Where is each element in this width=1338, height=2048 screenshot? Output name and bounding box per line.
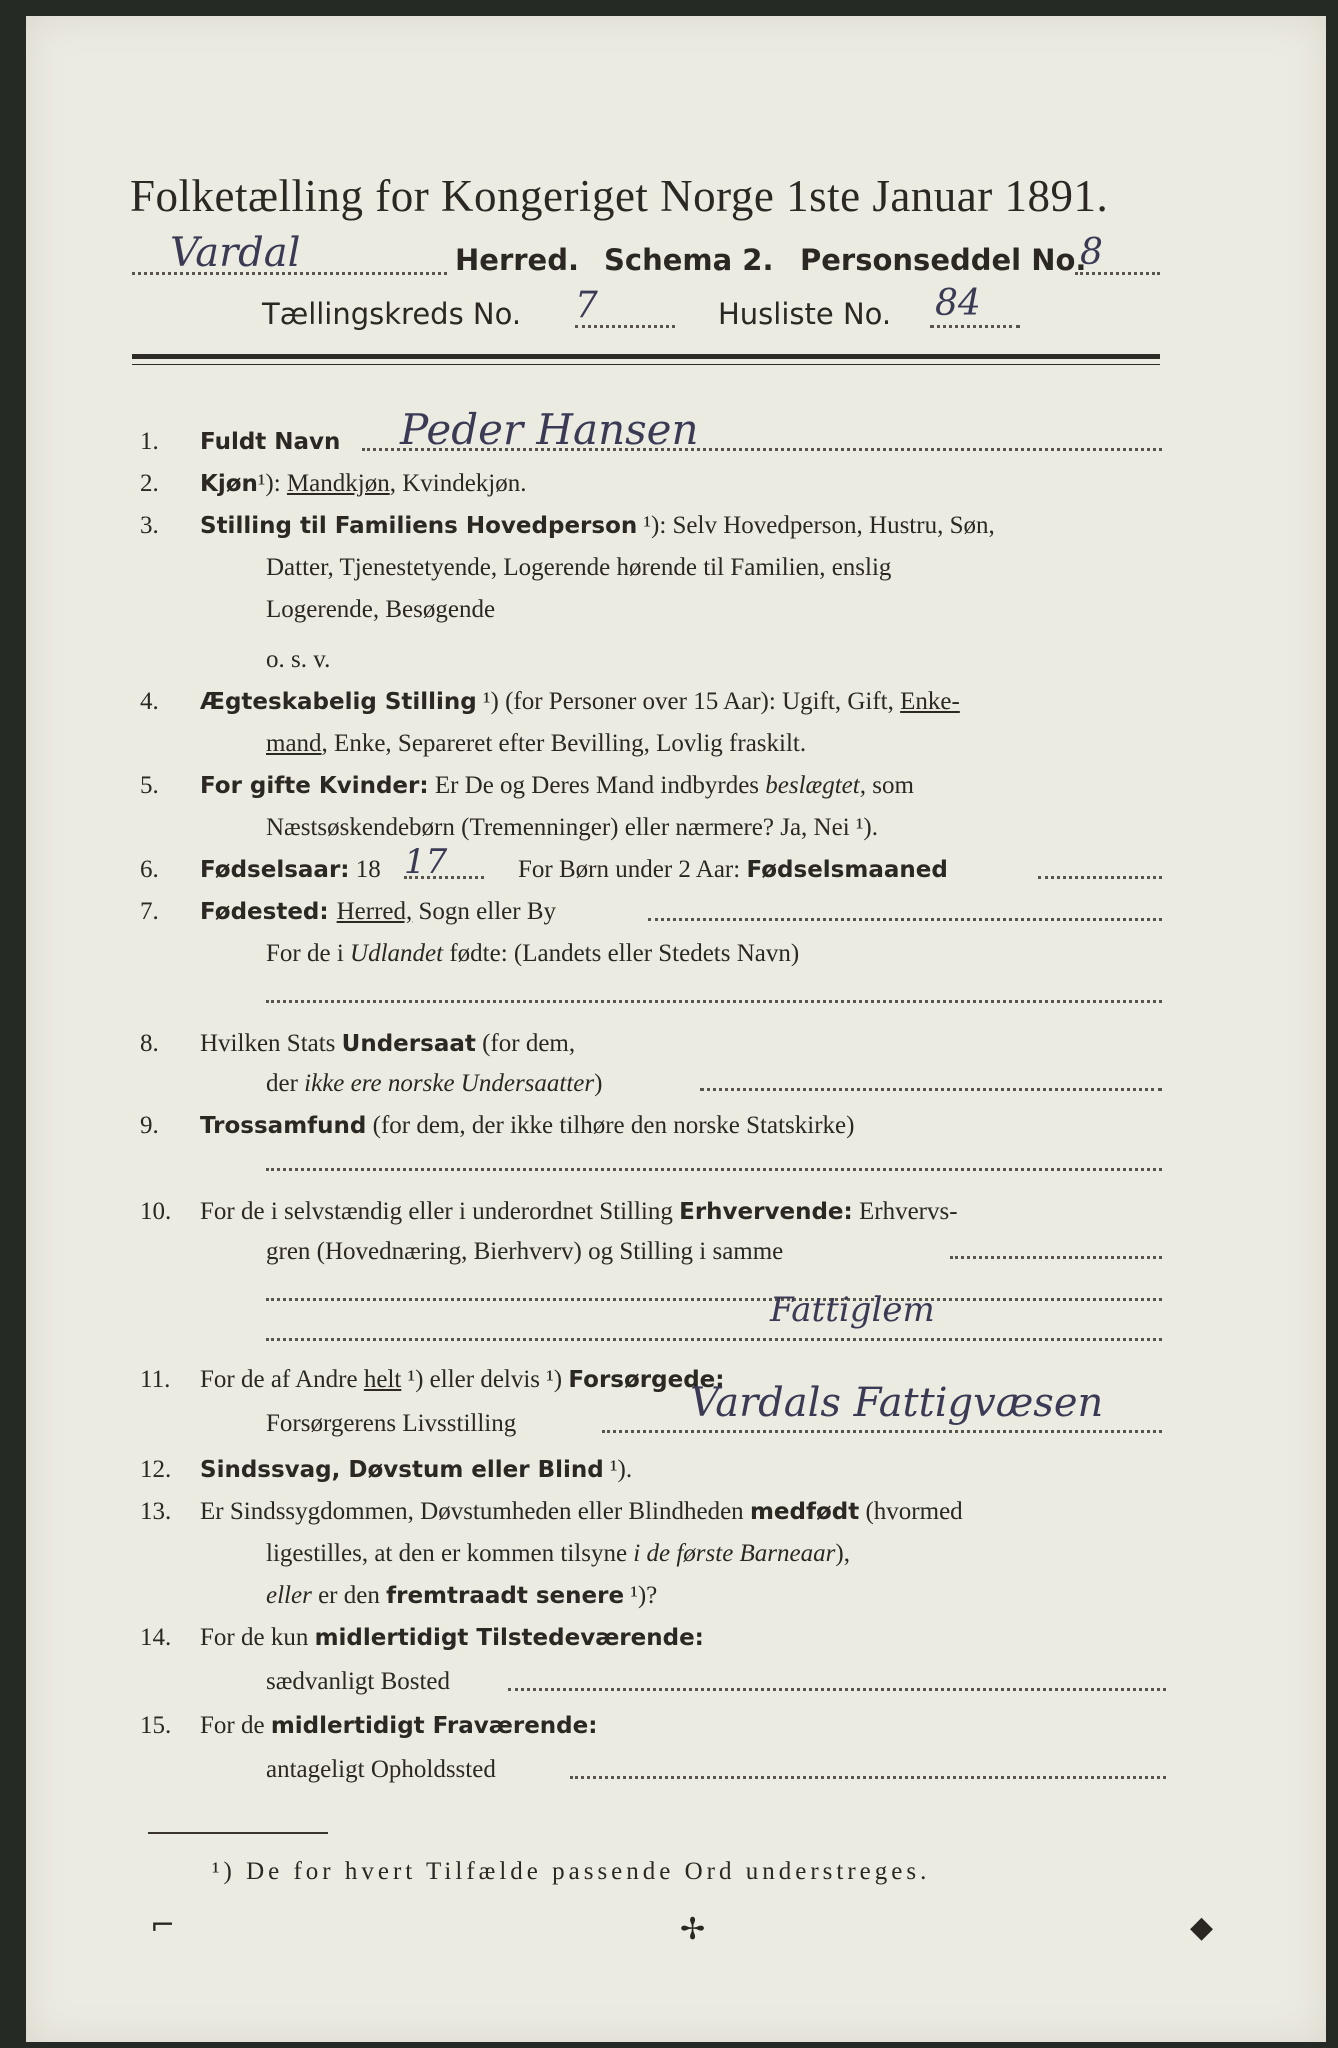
field-7 — [140, 898, 556, 926]
birth-month-dotted-line — [1038, 876, 1162, 879]
foreign-birthplace-dotted-line — [266, 1000, 1162, 1003]
field-5-line2: Næstsøskendebørn (Tremenninger) eller nærmere? Ja, Nei ¹). — [266, 814, 878, 841]
herred-handwritten: Vardal — [170, 230, 301, 276]
personseddel-dotted-line — [1075, 272, 1160, 275]
field-14-line1a: For de kun — [200, 1624, 315, 1651]
field-6-under2-text: For Børn under 2 Aar: — [518, 856, 747, 883]
provider-handwritten: Vardals Fattigvæsen — [690, 1380, 1104, 1426]
field-7-options: Sogn eller By — [412, 898, 557, 925]
field-3-label: Stilling til Familiens Hovedperson — [200, 513, 638, 539]
center-mark: ✢ — [680, 1912, 706, 1947]
field-14 — [140, 1624, 704, 1652]
header-rule — [132, 354, 1160, 359]
field-10-line2: gren (Hovednæring, Bierhverv) og Stilling i samme — [266, 1238, 784, 1265]
field-15-line1a: For de — [200, 1712, 271, 1739]
field-13-line2-italic: i de første Barneaar — [633, 1540, 836, 1567]
field-8-line2-italic: ikke ere norske Undersaatter — [304, 1070, 595, 1097]
religion-dotted-line — [266, 1168, 1162, 1171]
field-8-label: Undersaat — [341, 1031, 476, 1057]
field-14-line2: sædvanligt Bosted — [266, 1668, 451, 1695]
occupation-handwritten: Fattiglem — [770, 1290, 935, 1330]
field-13-line1a: Er Sindssygdommen, Døvstumheden eller Blindheden — [200, 1498, 750, 1525]
field-6-number: 6. — [140, 856, 159, 883]
field-5-beslaegtet: beslægtet, — [765, 772, 866, 799]
field-7-line2a: For de i — [266, 940, 351, 967]
field-11-line1b: ¹) eller delvis ¹) — [401, 1366, 569, 1393]
husliste-dotted-line — [930, 325, 1020, 328]
field-13-line3b: ¹)? — [624, 1582, 658, 1609]
field-11-line2: Forsørgerens Livsstilling — [266, 1410, 517, 1437]
footnote: ¹) De for hvert Tilfælde passende Ord understreges. — [212, 1858, 931, 1885]
field-11-line1a: For de af Andre — [200, 1366, 364, 1393]
field-4-enkemand-part2: mand — [266, 730, 322, 757]
field-5-label: For gifte Kvinder: — [200, 773, 429, 799]
taellingskreds-label: Tællingskreds No. — [262, 297, 522, 331]
field-7-number: 7. — [140, 898, 159, 925]
stay-dotted-line — [570, 1776, 1166, 1779]
herred-label: Herred. — [455, 243, 579, 277]
field-12 — [140, 1456, 632, 1484]
field-8-pre: Hvilken Stats — [200, 1030, 342, 1057]
name-handwritten: Peder Hansen — [400, 405, 699, 454]
field-12-number: 12. — [140, 1456, 172, 1483]
field-14-label: midlertidigt Tilstedeværende: — [314, 1625, 704, 1651]
field-4-line1: ¹) (for Personer over 15 Aar): Ugift, Gift, — [476, 688, 901, 715]
header-rule-thin — [132, 364, 1160, 365]
taellingskreds-dotted-line — [575, 325, 675, 328]
field-5 — [140, 772, 914, 800]
field-7-line2 — [266, 940, 799, 968]
field-10-line1a: For de i selvstændig eller i underordnet Stilling — [200, 1198, 680, 1225]
field-15 — [140, 1712, 597, 1740]
field-15-number: 15. — [140, 1712, 172, 1739]
field-13-line3a: er den — [311, 1582, 387, 1609]
field-13-line2b: ), — [835, 1540, 850, 1567]
field-1 — [140, 428, 340, 456]
field-13-line2 — [266, 1540, 850, 1568]
birth-year-dotted-line — [404, 876, 484, 879]
taellingskreds-number: 7 — [575, 285, 598, 326]
field-6-under2 — [518, 856, 948, 884]
corner-mark-right: ◆ — [1190, 1910, 1214, 1945]
residence-dotted-line — [508, 1688, 1166, 1691]
occupation-dotted-line-3 — [266, 1338, 1162, 1341]
footnote-rule — [148, 1832, 328, 1834]
field-3-line4: o. s. v. — [266, 646, 331, 673]
field-11-helt: helt — [363, 1366, 402, 1393]
field-4-label: Ægteskabelig Stilling — [200, 689, 477, 715]
field-11 — [140, 1366, 724, 1394]
field-8 — [140, 1030, 575, 1058]
field-8-line2b: ) — [594, 1070, 603, 1097]
field-11-label: Forsørgede: — [568, 1367, 725, 1393]
corner-mark-left: ⌐ — [150, 1908, 176, 1943]
field-7-udlandet: Udlandet — [350, 940, 444, 967]
field-13-eller: eller — [266, 1582, 312, 1609]
field-12-line1: ¹). — [603, 1456, 633, 1483]
field-3 — [140, 512, 995, 540]
husliste-number: 84 — [935, 283, 981, 324]
name-dotted-line — [362, 448, 1162, 451]
field-2-sup: ¹): — [257, 470, 281, 497]
form-title: Folketælling for Kongeriget Norge 1ste Januar 1891. — [130, 171, 1109, 221]
field-3-line3: Logerende, Besøgende — [266, 596, 496, 623]
field-5-number: 5. — [140, 772, 159, 799]
field-6-maaned-label: Fødselsmaaned — [746, 857, 948, 883]
field-8-line1: (for dem, — [475, 1030, 576, 1057]
field-9 — [140, 1112, 854, 1140]
field-2 — [140, 470, 527, 498]
provider-dotted-line — [602, 1430, 1162, 1433]
nationality-dotted-line — [700, 1088, 1162, 1091]
field-9-number: 9. — [140, 1112, 159, 1139]
field-4-line2 — [266, 730, 806, 758]
field-14-number: 14. — [140, 1624, 172, 1651]
field-13 — [140, 1498, 963, 1526]
field-12-label: Sindssvag, Døvstum eller Blind — [200, 1457, 604, 1483]
field-10-label: Erhvervende: — [679, 1199, 853, 1225]
personseddel-number: 8 — [1080, 232, 1103, 273]
field-13-line1b: (hvormed — [859, 1498, 963, 1525]
field-6-year-prefix: 18 — [349, 856, 381, 883]
field-8-line2 — [266, 1070, 602, 1098]
field-13-line2a: ligestilles, at den er kommen tilsyne — [266, 1540, 634, 1567]
field-3-line2: Datter, Tjenestetyende, Logerende hørende til Familien, enslig — [266, 554, 892, 581]
field-2-number: 2. — [140, 470, 159, 497]
field-7-label: Fødested: — [200, 899, 337, 925]
field-5-line1-end: som — [865, 772, 914, 799]
field-11-number: 11. — [140, 1366, 171, 1393]
field-8-line2a: der — [266, 1070, 305, 1097]
field-6 — [140, 856, 381, 884]
field-13-number: 13. — [140, 1498, 172, 1525]
occupation-dotted-line-1 — [950, 1256, 1162, 1259]
field-7-line2b: fødte: (Landets eller Stedets Navn) — [443, 940, 800, 967]
field-15-label: midlertidigt Fraværende: — [270, 1713, 598, 1739]
field-1-number: 1. — [140, 428, 159, 455]
field-13-line3 — [266, 1582, 657, 1610]
field-9-label: Trossamfund — [200, 1113, 367, 1139]
field-2-label: Kjøn — [200, 471, 258, 497]
field-10-number: 10. — [140, 1198, 172, 1225]
field-10 — [140, 1198, 958, 1226]
field-7-option-herred: Herred, — [336, 898, 413, 925]
birth-year-handwritten: 17 — [404, 842, 448, 882]
birthplace-dotted-line — [648, 918, 1162, 921]
husliste-label: Husliste No. — [718, 297, 892, 331]
field-13-fremtraadt: fremtraadt senere — [386, 1583, 625, 1609]
field-5-line1: Er De og Deres Mand indbyrdes — [428, 772, 766, 799]
occupation-dotted-line-2 — [266, 1298, 1162, 1301]
field-13-label: medfødt — [749, 1499, 860, 1525]
field-1-label: Fuldt Navn — [200, 429, 341, 455]
field-4-line2-text: , Enke, Separeret efter Bevilling, Lovlig fraskilt. — [321, 730, 807, 757]
field-4 — [140, 688, 960, 716]
field-10-line1b: Erhvervs- — [852, 1198, 958, 1225]
herred-dotted-line — [132, 272, 447, 275]
field-3-line1: ¹): Selv Hovedperson, Hustru, Søn, — [637, 512, 995, 539]
field-9-line1: (for dem, der ikke tilhøre den norske Statskirke) — [366, 1112, 855, 1139]
field-2-option-kvindekjon: , Kvindekjøn. — [389, 470, 527, 497]
schema-label: Schema 2. — [604, 243, 774, 277]
field-2-option-mandkjon: Mandkjøn — [286, 470, 390, 497]
field-15-line2: antageligt Opholdssted — [266, 1756, 496, 1783]
field-4-number: 4. — [140, 688, 159, 715]
field-4-enkemand-part1: Enke- — [900, 688, 960, 715]
field-3-number: 3. — [140, 512, 159, 539]
field-8-number: 8. — [140, 1030, 159, 1057]
field-6-label: Fødselsaar: — [200, 857, 350, 883]
personseddel-label: Personseddel No. — [800, 243, 1087, 277]
